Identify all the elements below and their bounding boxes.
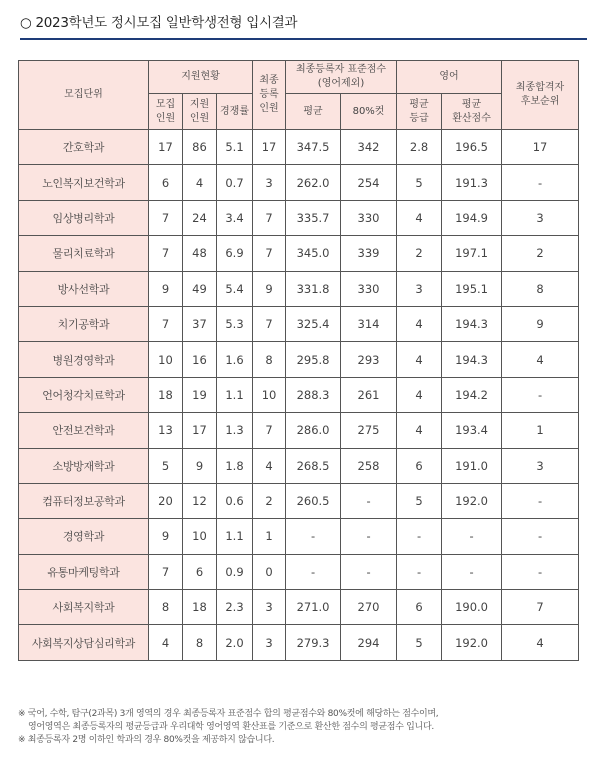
eng-conv: 191.3 — [442, 165, 502, 200]
footnote-line: ※ 최종등록자 2명 이하인 학과의 경우 80%컷을 제공하지 않습니다. — [18, 735, 275, 745]
final-count: 4 — [253, 448, 286, 483]
applicant-count: 12 — [183, 483, 217, 518]
final-count: 0 — [253, 554, 286, 589]
footnote-line: ※ 국어, 수학, 탐구(2과목) 3개 영역의 경우 최종등록자 표준점수 합의 평균점수와 80%컷에 해당하는 점수이며, — [18, 709, 439, 719]
eng-conv: 193.4 — [442, 413, 502, 448]
table-row — [19, 236, 579, 271]
applicant-count: 8 — [183, 625, 217, 660]
final-count: 7 — [253, 306, 286, 341]
final-count: 7 — [253, 236, 286, 271]
dept-name: 유통마케팅학과 — [19, 554, 149, 589]
table-row — [19, 519, 579, 554]
dept-name: 병원경영학과 — [19, 342, 149, 377]
avg-score: 345.0 — [286, 236, 341, 271]
competition-ratio: 2.3 — [217, 590, 253, 625]
eng-grade: - — [397, 519, 442, 554]
table-row — [19, 306, 579, 341]
recruit-count: 9 — [149, 519, 183, 554]
avg-score: 295.8 — [286, 342, 341, 377]
competition-ratio: 0.9 — [217, 554, 253, 589]
header-unit: 모집단위 — [19, 61, 149, 130]
header-score-group: 최종등록자 표준점수 (영어제외) — [286, 61, 397, 94]
eng-grade: 5 — [397, 165, 442, 200]
final-count: 17 — [253, 130, 286, 165]
competition-ratio: 1.8 — [217, 448, 253, 483]
table-row — [19, 590, 579, 625]
waitlist-rank: 3 — [502, 448, 579, 483]
eng-conv: 192.0 — [442, 483, 502, 518]
avg-score: 260.5 — [286, 483, 341, 518]
final-count: 1 — [253, 519, 286, 554]
dept-name: 언어청각치료학과 — [19, 377, 149, 412]
dept-name: 안전보건학과 — [19, 413, 149, 448]
competition-ratio: 1.6 — [217, 342, 253, 377]
eng-conv: 194.3 — [442, 306, 502, 341]
recruit-count: 6 — [149, 165, 183, 200]
eng-grade: 4 — [397, 200, 442, 235]
waitlist-rank: 4 — [502, 625, 579, 660]
waitlist-rank: 1 — [502, 413, 579, 448]
applicant-count: 24 — [183, 200, 217, 235]
eng-grade: 4 — [397, 413, 442, 448]
cut80-score: - — [341, 519, 397, 554]
eng-grade: - — [397, 554, 442, 589]
avg-score: 279.3 — [286, 625, 341, 660]
competition-ratio: 1.3 — [217, 413, 253, 448]
eng-grade: 5 — [397, 483, 442, 518]
recruit-count: 5 — [149, 448, 183, 483]
eng-grade: 4 — [397, 306, 442, 341]
cut80-score: 314 — [341, 306, 397, 341]
waitlist-rank: - — [502, 377, 579, 412]
waitlist-rank: 7 — [502, 590, 579, 625]
waitlist-rank: 4 — [502, 342, 579, 377]
avg-score: 331.8 — [286, 271, 341, 306]
title-divider — [20, 38, 587, 40]
waitlist-rank: - — [502, 519, 579, 554]
header-cut80: 80%컷 — [341, 94, 397, 130]
header-eng-conv: 평균 환산점수 — [442, 94, 502, 130]
competition-ratio: 1.1 — [217, 377, 253, 412]
dept-name: 치기공학과 — [19, 306, 149, 341]
competition-ratio: 5.4 — [217, 271, 253, 306]
eng-grade: 4 — [397, 342, 442, 377]
avg-score: - — [286, 519, 341, 554]
avg-score: 268.5 — [286, 448, 341, 483]
cut80-score: 270 — [341, 590, 397, 625]
applicant-count: 86 — [183, 130, 217, 165]
dept-name: 물리치료학과 — [19, 236, 149, 271]
avg-score: 347.5 — [286, 130, 341, 165]
cut80-score: 342 — [341, 130, 397, 165]
header-recruit: 모집 인원 — [149, 94, 183, 130]
final-count: 8 — [253, 342, 286, 377]
competition-ratio: 5.3 — [217, 306, 253, 341]
recruit-count: 8 — [149, 590, 183, 625]
cut80-score: 275 — [341, 413, 397, 448]
avg-score: 271.0 — [286, 590, 341, 625]
eng-grade: 3 — [397, 271, 442, 306]
cut80-score: 293 — [341, 342, 397, 377]
final-count: 10 — [253, 377, 286, 412]
waitlist-rank: - — [502, 483, 579, 518]
footnote-line: 영어영역은 최종등록자의 평균등급과 우리대학 영어영역 환산표를 기준으로 환산한 점수의 평균점수 입니다. — [28, 722, 434, 732]
cut80-score: - — [341, 483, 397, 518]
table-row — [19, 625, 579, 660]
applicant-count: 10 — [183, 519, 217, 554]
eng-conv: 197.1 — [442, 236, 502, 271]
applicant-count: 6 — [183, 554, 217, 589]
cut80-score: 330 — [341, 271, 397, 306]
table-row — [19, 413, 579, 448]
final-count: 7 — [253, 200, 286, 235]
final-count: 3 — [253, 165, 286, 200]
cut80-score: 330 — [341, 200, 397, 235]
final-count: 7 — [253, 413, 286, 448]
waitlist-rank: - — [502, 554, 579, 589]
recruit-count: 7 — [149, 306, 183, 341]
cut80-score: - — [341, 554, 397, 589]
table-row — [19, 165, 579, 200]
applicant-count: 19 — [183, 377, 217, 412]
recruit-count: 9 — [149, 271, 183, 306]
recruit-count: 7 — [149, 236, 183, 271]
recruit-count: 13 — [149, 413, 183, 448]
applicant-count: 18 — [183, 590, 217, 625]
avg-score: 335.7 — [286, 200, 341, 235]
results-table — [18, 60, 579, 661]
cut80-score: 254 — [341, 165, 397, 200]
header-avg: 평균 — [286, 94, 341, 130]
competition-ratio: 6.9 — [217, 236, 253, 271]
cut80-score: 294 — [341, 625, 397, 660]
eng-grade: 6 — [397, 448, 442, 483]
table-row — [19, 448, 579, 483]
eng-grade: 2.8 — [397, 130, 442, 165]
table-header-row — [19, 61, 579, 94]
competition-ratio: 5.1 — [217, 130, 253, 165]
eng-conv: 190.0 — [442, 590, 502, 625]
eng-grade: 6 — [397, 590, 442, 625]
cut80-score: 339 — [341, 236, 397, 271]
final-count: 2 — [253, 483, 286, 518]
eng-conv: - — [442, 519, 502, 554]
applicant-count: 16 — [183, 342, 217, 377]
eng-conv: 195.1 — [442, 271, 502, 306]
eng-conv: 194.9 — [442, 200, 502, 235]
dept-name: 사회복지학과 — [19, 590, 149, 625]
dept-name: 임상병리학과 — [19, 200, 149, 235]
dept-name: 사회복지상담심리학과 — [19, 625, 149, 660]
dept-name: 방사선학과 — [19, 271, 149, 306]
eng-grade: 2 — [397, 236, 442, 271]
eng-conv: 192.0 — [442, 625, 502, 660]
table-row — [19, 377, 579, 412]
eng-conv: 191.0 — [442, 448, 502, 483]
recruit-count: 4 — [149, 625, 183, 660]
table-row — [19, 271, 579, 306]
table-row — [19, 483, 579, 518]
eng-conv: 196.5 — [442, 130, 502, 165]
final-count: 3 — [253, 625, 286, 660]
competition-ratio: 2.0 — [217, 625, 253, 660]
eng-conv: - — [442, 554, 502, 589]
header-eng-grade: 평균 등급 — [397, 94, 442, 130]
header-waitlist: 최종합격자 후보순위 — [502, 61, 579, 130]
final-count: 3 — [253, 590, 286, 625]
header-ratio: 경쟁률 — [217, 94, 253, 130]
header-final-reg: 최종 등록 인원 — [253, 61, 286, 130]
header-applicants: 지원 인원 — [183, 94, 217, 130]
header-english: 영어 — [397, 61, 502, 94]
recruit-count: 20 — [149, 483, 183, 518]
dept-name: 간호학과 — [19, 130, 149, 165]
avg-score: 288.3 — [286, 377, 341, 412]
waitlist-rank: - — [502, 165, 579, 200]
footnotes — [18, 708, 590, 747]
table-row — [19, 342, 579, 377]
applicant-count: 9 — [183, 448, 217, 483]
waitlist-rank: 9 — [502, 306, 579, 341]
applicant-count: 4 — [183, 165, 217, 200]
dept-name: 컴퓨터정보공학과 — [19, 483, 149, 518]
applicant-count: 37 — [183, 306, 217, 341]
applicant-count: 48 — [183, 236, 217, 271]
recruit-count: 10 — [149, 342, 183, 377]
table-row — [19, 554, 579, 589]
competition-ratio: 1.1 — [217, 519, 253, 554]
applicant-count: 49 — [183, 271, 217, 306]
avg-score: 286.0 — [286, 413, 341, 448]
dept-name: 경영학과 — [19, 519, 149, 554]
eng-grade: 4 — [397, 377, 442, 412]
table-row — [19, 130, 579, 165]
avg-score: 325.4 — [286, 306, 341, 341]
eng-conv: 194.3 — [442, 342, 502, 377]
avg-score: - — [286, 554, 341, 589]
waitlist-rank: 17 — [502, 130, 579, 165]
recruit-count: 7 — [149, 554, 183, 589]
eng-grade: 5 — [397, 625, 442, 660]
waitlist-rank: 2 — [502, 236, 579, 271]
applicant-count: 17 — [183, 413, 217, 448]
header-apply: 지원현황 — [149, 61, 253, 94]
cut80-score: 258 — [341, 448, 397, 483]
waitlist-rank: 3 — [502, 200, 579, 235]
eng-conv: 194.2 — [442, 377, 502, 412]
competition-ratio: 0.7 — [217, 165, 253, 200]
table-row — [19, 200, 579, 235]
cut80-score: 261 — [341, 377, 397, 412]
dept-name: 소방방재학과 — [19, 448, 149, 483]
final-count: 9 — [253, 271, 286, 306]
competition-ratio: 0.6 — [217, 483, 253, 518]
competition-ratio: 3.4 — [217, 200, 253, 235]
dept-name: 노인복지보건학과 — [19, 165, 149, 200]
avg-score: 262.0 — [286, 165, 341, 200]
recruit-count: 18 — [149, 377, 183, 412]
recruit-count: 17 — [149, 130, 183, 165]
waitlist-rank: 8 — [502, 271, 579, 306]
page-title: ○ 2023학년도 정시모집 일반학생전형 입시결과 — [20, 15, 298, 31]
recruit-count: 7 — [149, 200, 183, 235]
